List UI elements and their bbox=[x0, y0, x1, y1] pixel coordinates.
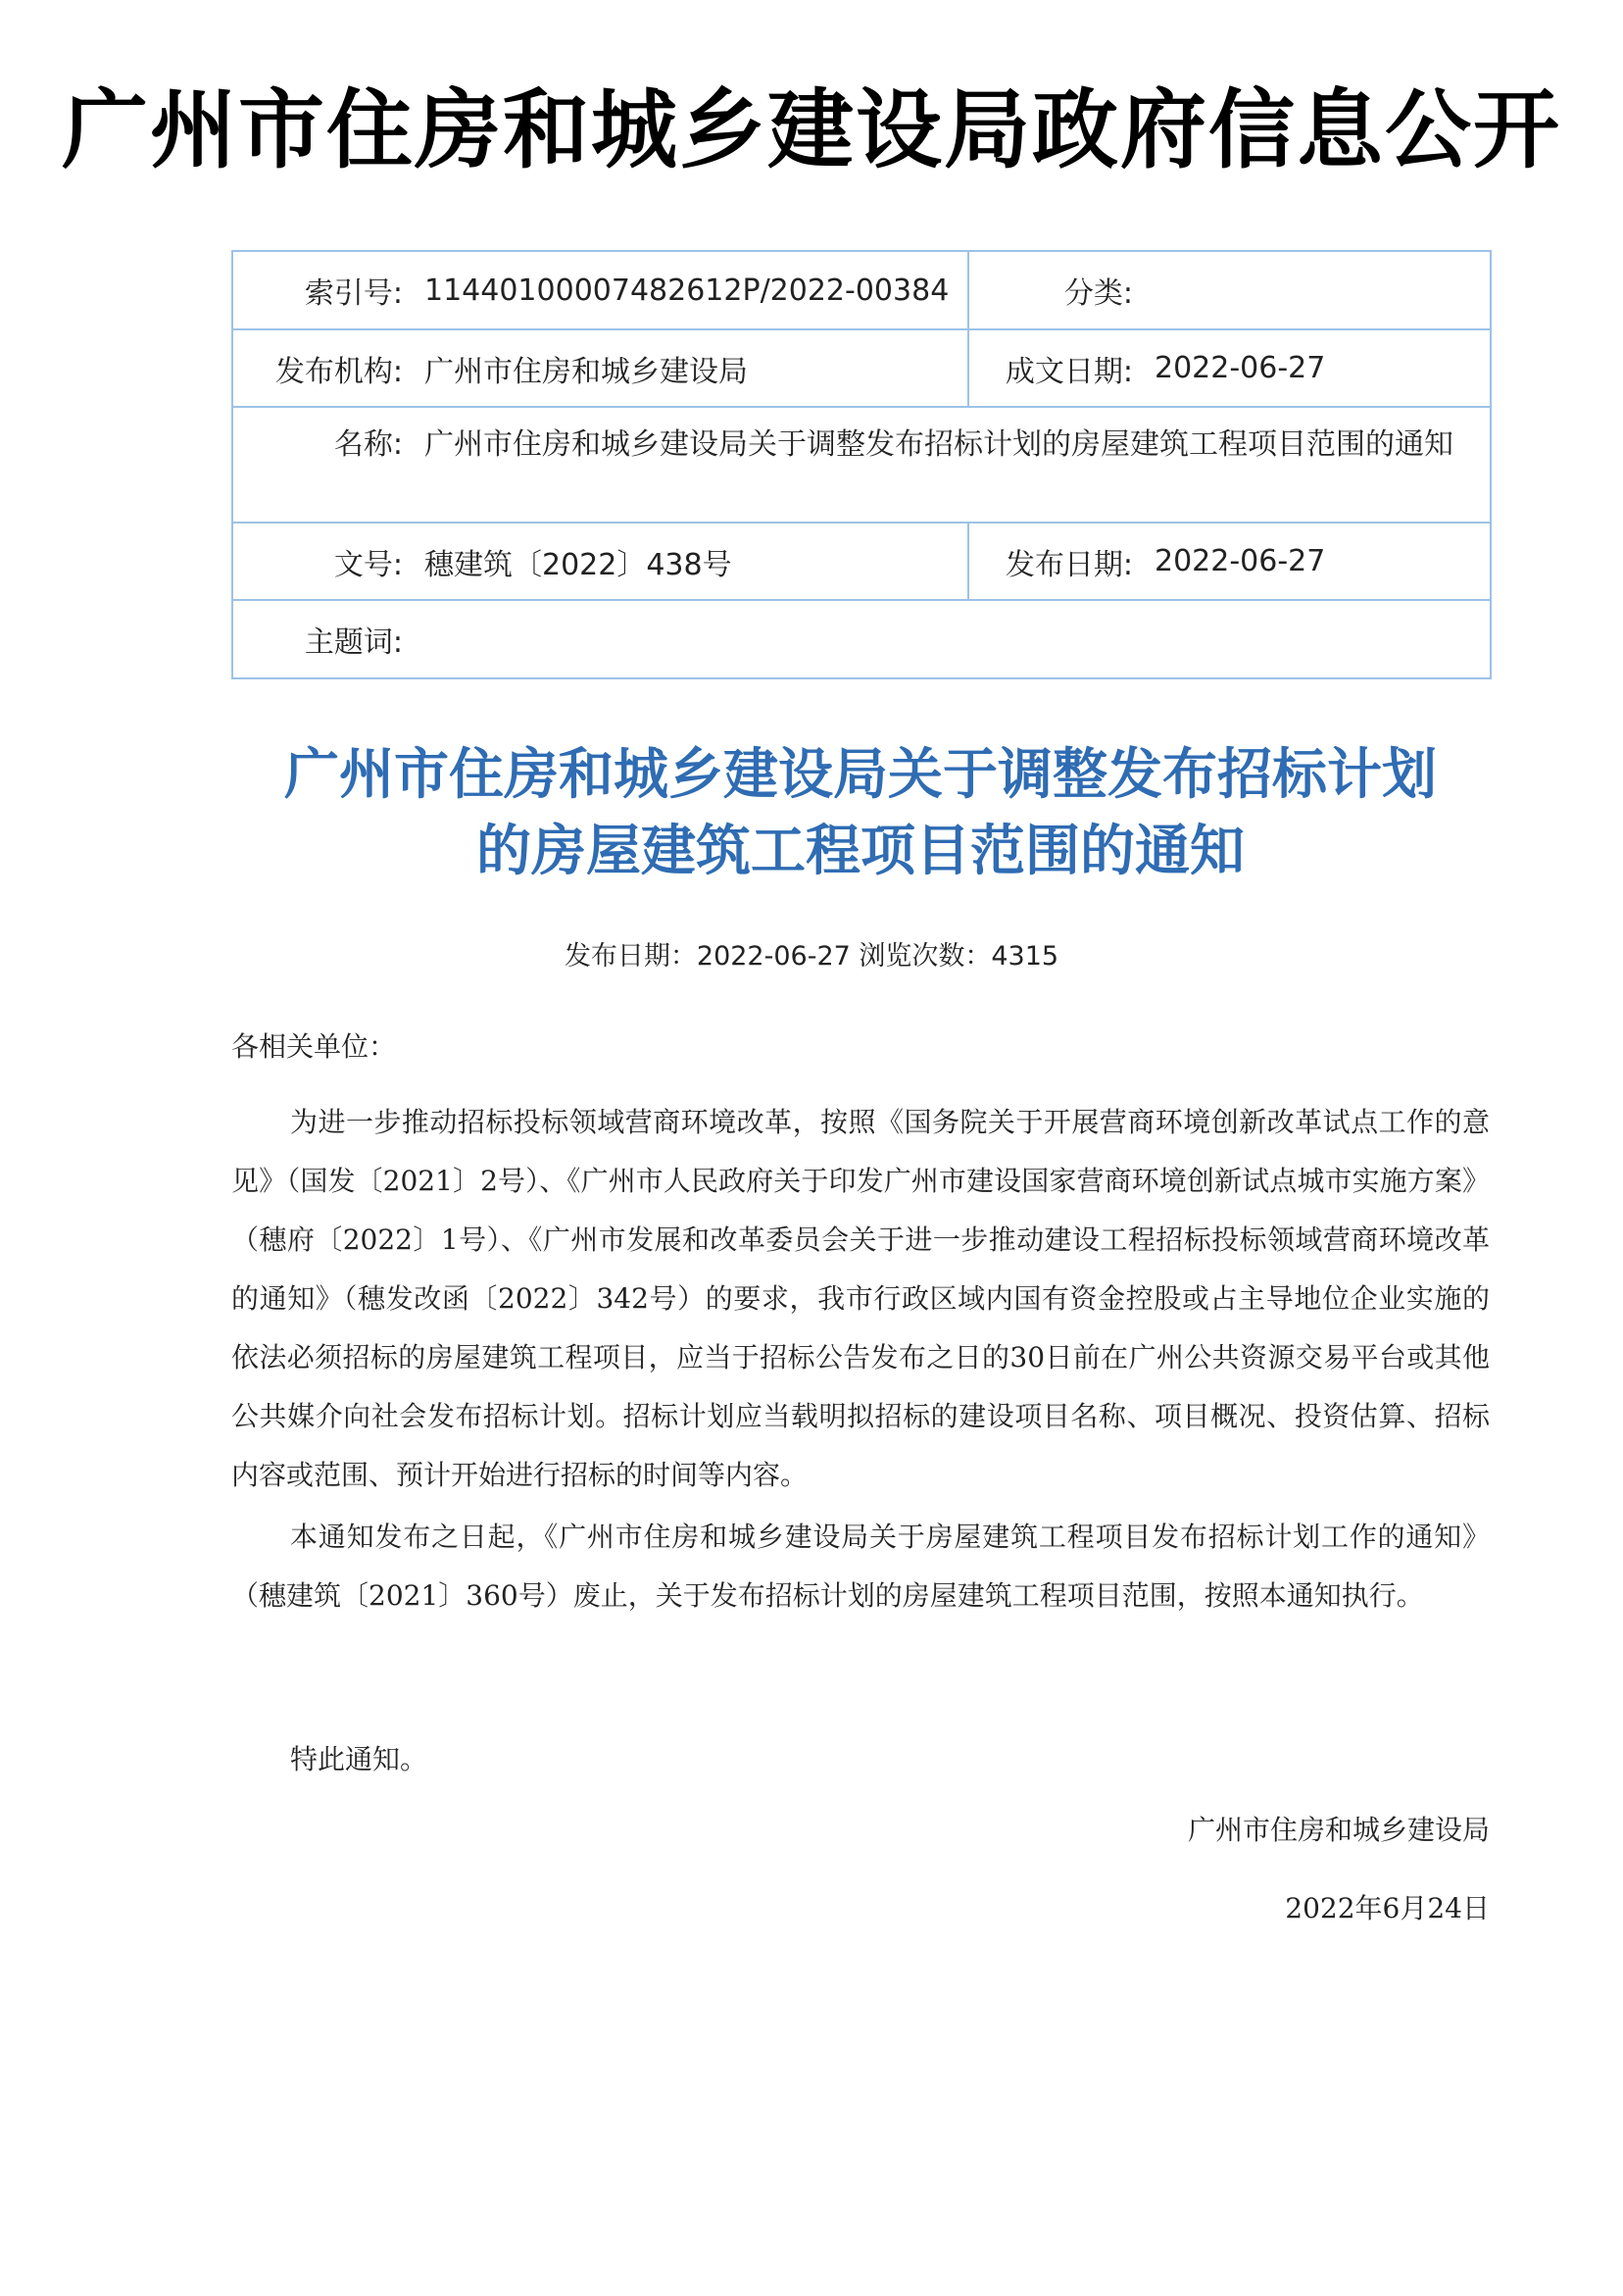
written-date-label: 成文日期: bbox=[968, 329, 1145, 407]
document-metadata-table bbox=[231, 250, 1492, 679]
meta-row-index bbox=[232, 251, 1491, 329]
publish-info: 发布日期：2022-06-27 浏览次数：4315 bbox=[564, 941, 1059, 972]
signature-date: 2022年6月24日 bbox=[1285, 1892, 1490, 1924]
meta-row-keywords bbox=[232, 600, 1491, 678]
written-date-value: 2022-06-27 bbox=[1145, 329, 1491, 407]
publish-date-value: 2022-06-27 bbox=[1145, 523, 1491, 600]
publisher-value: 广州市住房和城乡建设局 bbox=[415, 329, 968, 407]
document-title-line1: 广州市住房和城乡建设局关于调整发布招标计划 bbox=[284, 743, 1437, 807]
category-value bbox=[1145, 251, 1491, 329]
document-title-line2: 的房屋建筑工程项目范围的通知 bbox=[476, 820, 1245, 883]
publisher-label: 发布机构: bbox=[232, 329, 415, 407]
meta-row-name bbox=[232, 407, 1491, 523]
docno-value: 穗建筑〔2022〕438号 bbox=[415, 523, 968, 600]
salutation: 各相关单位： bbox=[231, 1030, 397, 1063]
body-paragraph-1: 为进一步推动招标投标领域营商环境改革，按照《国务院关于开展营商环境创新改革试点工作的意见》（国发〔2021〕2号）、《广州市人民政府关于印发广州市建设国家营商环境创新试点城市实施方案》（穗府〔2022〕1号）、《广州市发展和改革委员会关于进一步推动建设工程招标投标领域营商环境改革的通知》（穗发改函〔2022〕342号）的要求，我市行政区域内国有资金控股或占主导地位企业实施的依法必须招标的房屋建筑工程项目，应当于招标公告发布之日的30日前在广州公共资源交易平台或其他公共媒介向社会发布招标计划。招标计划应当载明拟招标的建设项目名称、项目概况、投资估算、招标内容或范围、预计开始进行招标的时间等内容。 bbox=[231, 1106, 1490, 1491]
document-title bbox=[231, 737, 1490, 890]
body-paragraph-2: 本通知发布之日起，《广州市住房和城乡建设局关于房屋建筑工程项目发布招标计划工作的通知》（穗建筑〔2021〕360号）废止，关于发布招标计划的房屋建筑工程项目范围，按照本通知执行。 bbox=[231, 1521, 1490, 1612]
signature-organization: 广州市住房和城乡建设局 bbox=[1187, 1814, 1490, 1846]
closing-line: 特此通知。 bbox=[290, 1743, 428, 1775]
docno-label: 文号: bbox=[232, 523, 415, 600]
keywords-value bbox=[415, 600, 1491, 678]
keywords-label: 主题词: bbox=[232, 600, 415, 678]
index-value: 11440100007482612P/2022-00384 bbox=[424, 273, 950, 308]
publish-date-label: 发布日期: bbox=[968, 523, 1145, 600]
meta-row-publisher bbox=[232, 329, 1491, 407]
name-value: 广州市住房和城乡建设局关于调整发布招标计划的房屋建筑工程项目范围的通知 bbox=[415, 407, 1491, 523]
index-label: 索引号: bbox=[304, 276, 403, 311]
name-label: 名称: bbox=[232, 407, 415, 523]
meta-row-docno bbox=[232, 523, 1491, 600]
category-label: 分类: bbox=[968, 251, 1145, 329]
page-header-title: 广州市住房和城乡建设局政府信息公开 bbox=[61, 79, 1561, 180]
